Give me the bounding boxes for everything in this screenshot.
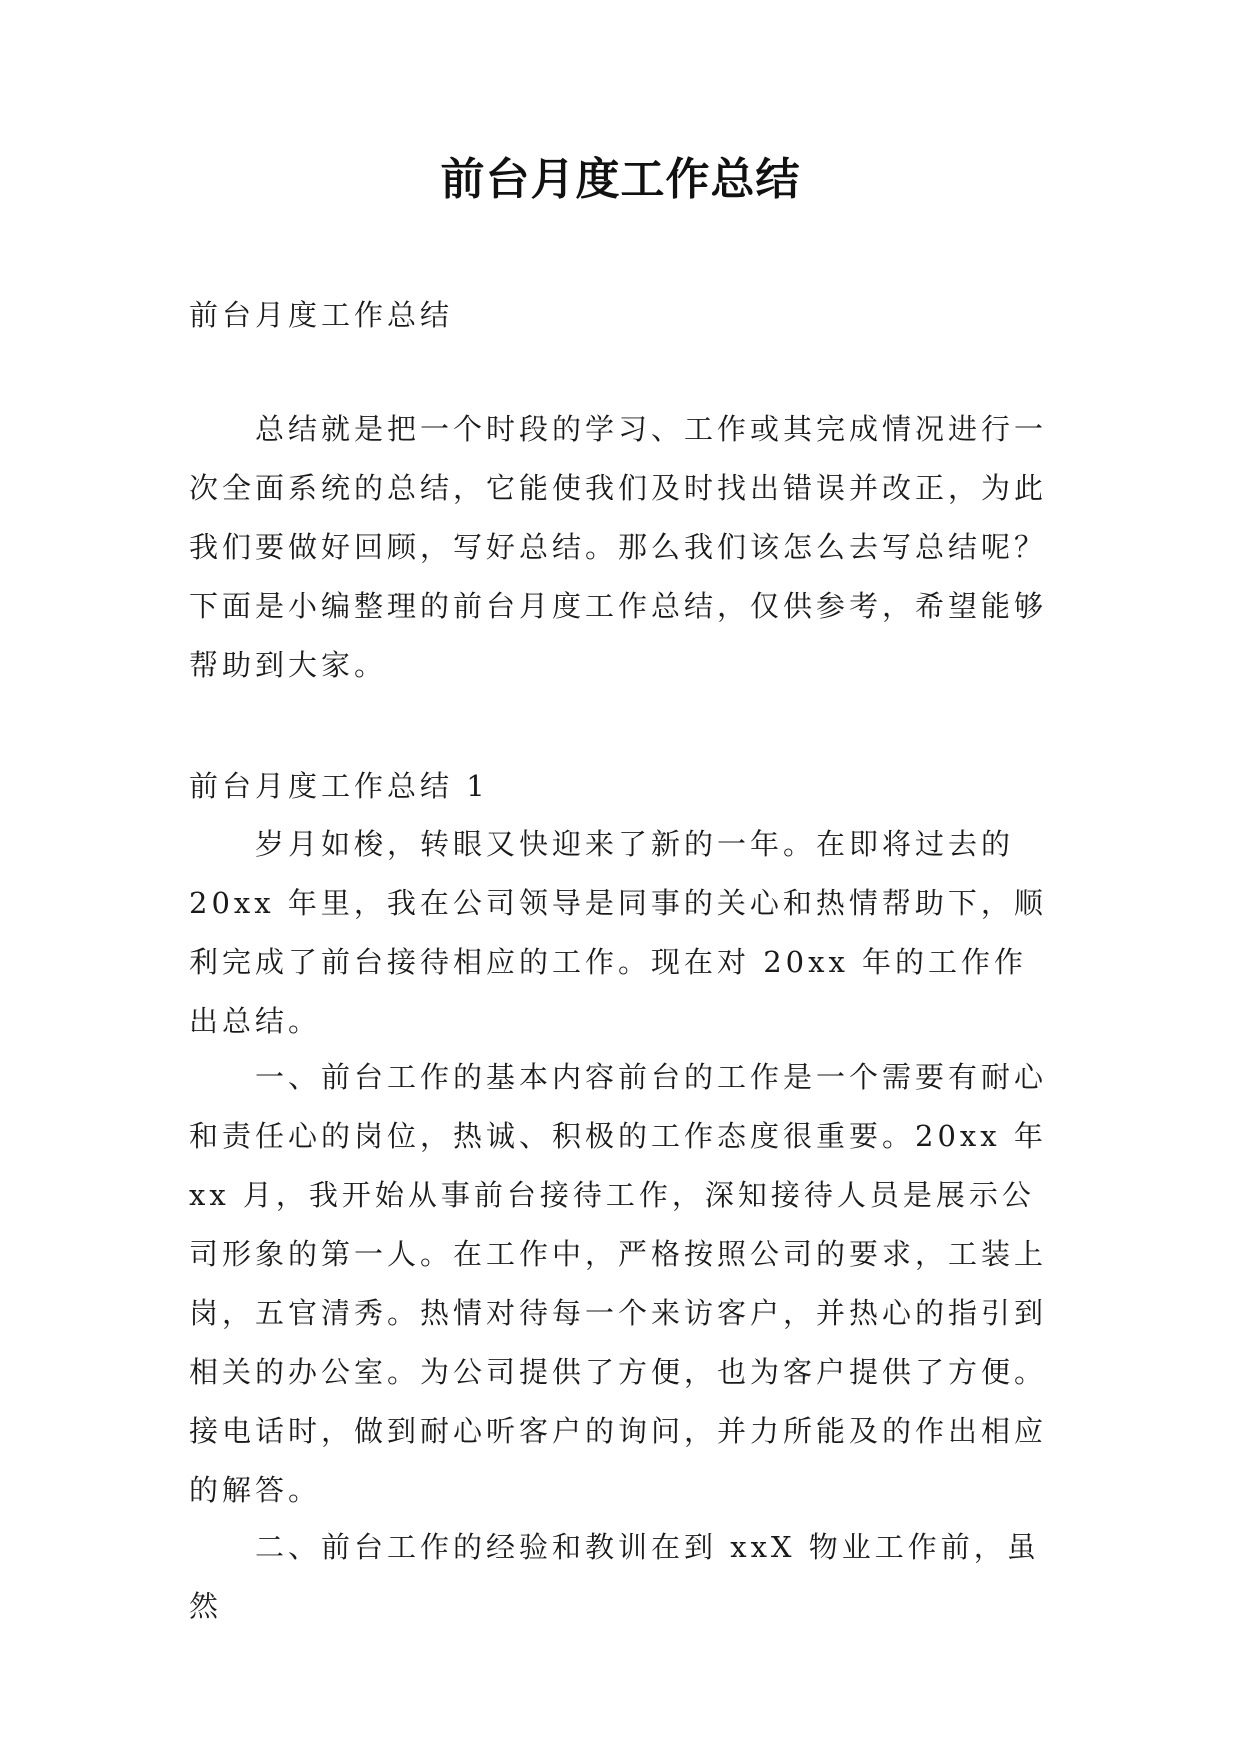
intro-paragraph: 总结就是把一个时段的学习、工作或其完成情况进行一次全面系统的总结，它能使我们及时找出错误并改正，为此我们要做好回顾，写好总结。那么我们该怎么去写总结呢？下面是小编整理的前台月度工作总结，仅供参考，希望能够帮助到大家。 [189,412,1048,682]
document-subtitle: 前台月度工作总结 [189,298,454,332]
body-paragraph: 二、前台工作的经验和教训在到 xxX 物业工作前，虽然 [189,1530,1040,1623]
section-heading: 前台月度工作总结 1 [189,769,489,803]
body-paragraph: 一、前台工作的基本内容前台的工作是一个需要有耐心和责任心的岗位，热诚、积极的工作态度很重要。20xx 年 xx 月，我开始从事前台接待工作，深知接待人员是展示公司形象的第一人。在工作中，严格按照公司的要求，工装上岗，五官清秀。热情对待每一个来访客户，并热心的指引到相关的办公室。为公司提供了方便，也为客户提供了方便。接电话时，做到耐心听客户的询问，并力所能及的作出相应的解答。 [189,1060,1048,1507]
document-title: 前台月度工作总结 [440,154,801,205]
body-paragraph: 岁月如梭，转眼又快迎来了新的一年。在即将过去的20xx 年里，我在公司领导是同事的关心和热情帮助下，顺利完成了前台接待相应的工作。现在对 20xx 年的工作作出总结。 [189,827,1047,1038]
